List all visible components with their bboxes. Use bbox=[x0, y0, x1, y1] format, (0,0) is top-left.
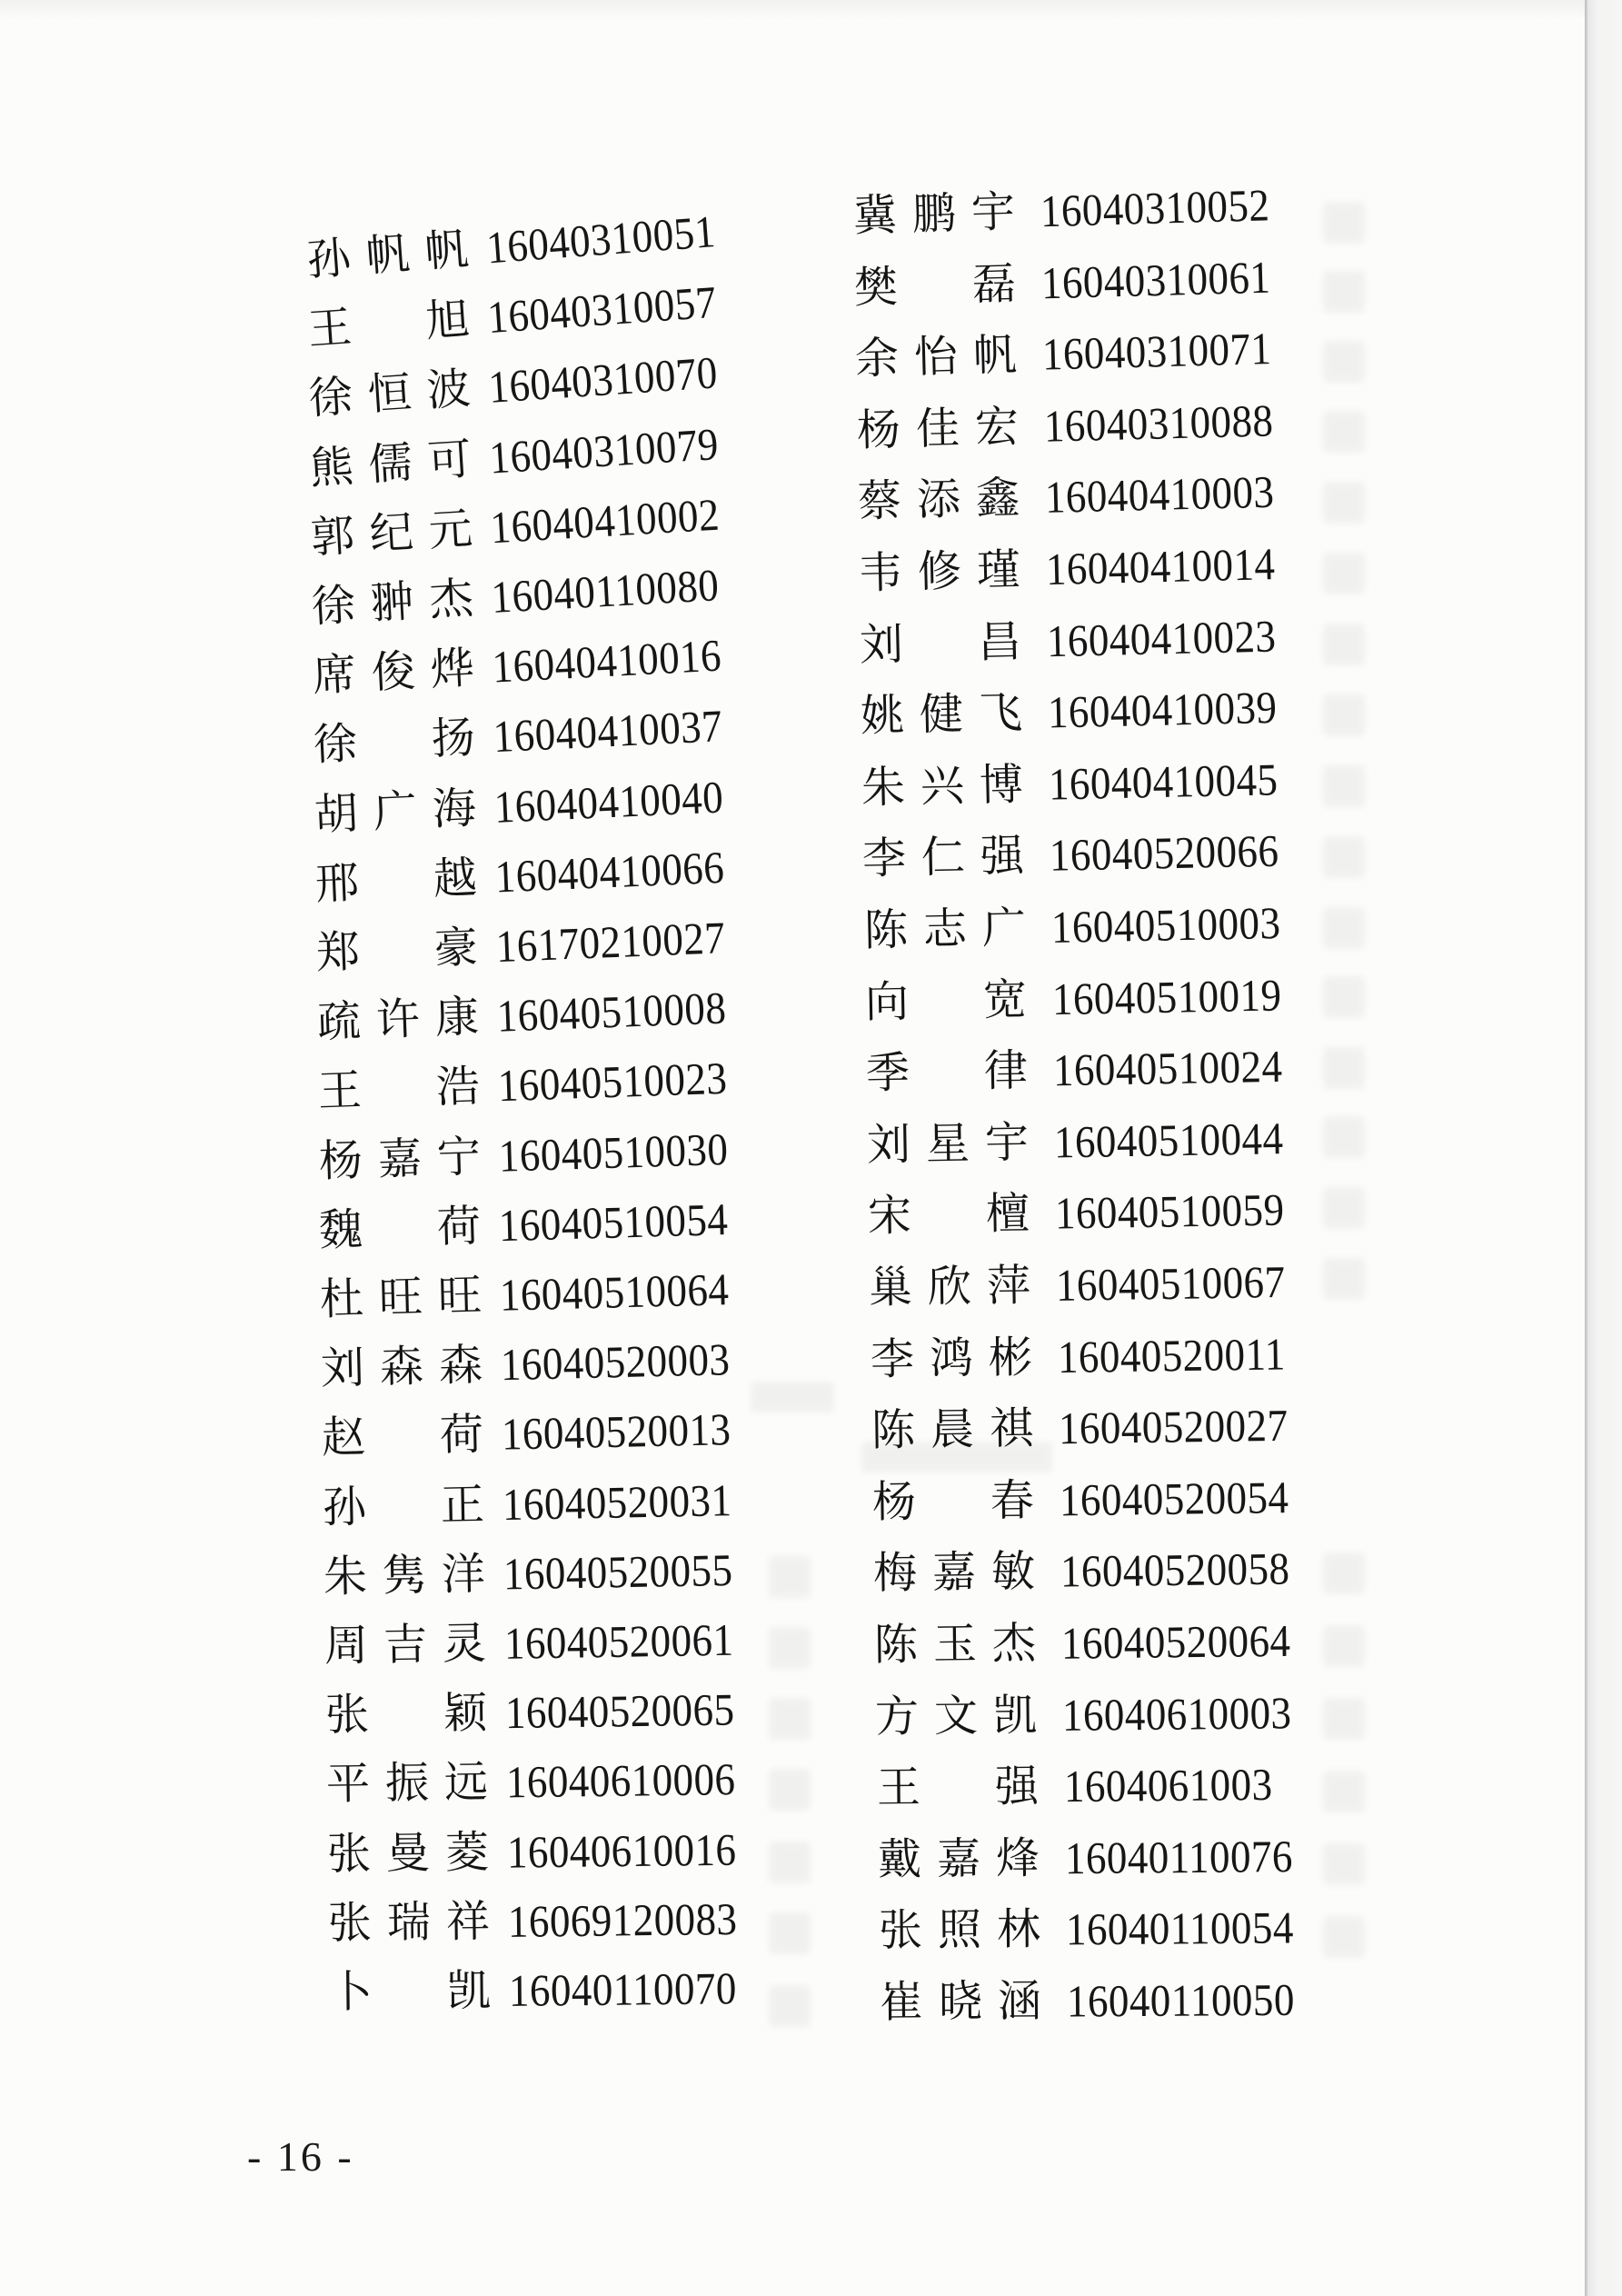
student-id: 16040410040 bbox=[493, 771, 724, 833]
student-name: 赵荷 bbox=[321, 1409, 484, 1464]
student-name: 杜旺旺 bbox=[319, 1270, 483, 1325]
student-id: 16040520011 bbox=[1057, 1327, 1286, 1383]
student-name: 张颖 bbox=[324, 1687, 488, 1742]
student-id: 16040610003 bbox=[1062, 1686, 1293, 1741]
student-name: 刘昌 bbox=[859, 615, 1022, 671]
name-list-entry bbox=[873, 1542, 1316, 1602]
student-id: 16040410016 bbox=[491, 629, 723, 693]
name-list-entry bbox=[863, 894, 1307, 957]
name-list-entry bbox=[868, 1182, 1310, 1243]
name-list-entry bbox=[870, 1326, 1310, 1387]
student-name: 杨嘉宁 bbox=[317, 1131, 482, 1187]
student-id: 16040310071 bbox=[1041, 323, 1273, 380]
name-list-entry bbox=[876, 1757, 1296, 1815]
student-name: 余怡帆 bbox=[854, 329, 1018, 385]
student-name: 向宽 bbox=[864, 973, 1028, 1028]
student-id: 16040310057 bbox=[485, 275, 719, 344]
name-list-entry bbox=[867, 1110, 1309, 1172]
student-name: 张照林 bbox=[878, 1903, 1041, 1957]
student-id: 16040410039 bbox=[1047, 682, 1279, 738]
student-id: 16040520031 bbox=[502, 1473, 733, 1530]
student-name: 胡广海 bbox=[313, 782, 477, 841]
student-id: 16040110050 bbox=[1066, 1973, 1295, 2027]
student-id: 16040510008 bbox=[495, 982, 727, 1042]
student-id: 16040520064 bbox=[1060, 1614, 1291, 1669]
student-name: 韦修瑾 bbox=[858, 544, 1021, 599]
student-id: 16040310061 bbox=[1040, 251, 1272, 309]
student-id: 16040520027 bbox=[1058, 1399, 1289, 1454]
student-id: 16040510064 bbox=[499, 1263, 731, 1321]
name-list-entry bbox=[869, 1254, 1311, 1315]
student-id: 16040610016 bbox=[506, 1823, 737, 1878]
student-id: 1604061003 bbox=[1063, 1759, 1273, 1812]
student-id: 16040610006 bbox=[505, 1753, 736, 1808]
name-list-entry bbox=[855, 320, 1299, 386]
student-name: 徐恒波 bbox=[307, 363, 473, 425]
student-id: 16040410045 bbox=[1048, 754, 1279, 810]
student-name: 朱兴博 bbox=[861, 759, 1024, 814]
student-name: 孙帆帆 bbox=[304, 224, 471, 286]
student-name: 张曼菱 bbox=[326, 1826, 490, 1880]
student-id: 16040510019 bbox=[1051, 969, 1282, 1024]
student-name: 郑豪 bbox=[314, 921, 479, 979]
student-id: 16040510067 bbox=[1055, 1255, 1287, 1311]
name-list-entry bbox=[880, 1972, 1320, 2030]
student-name: 陈玉杰 bbox=[873, 1618, 1037, 1671]
student-name: 郭纪元 bbox=[309, 503, 474, 564]
student-name: 蔡添鑫 bbox=[856, 473, 1020, 528]
student-name: 疏许康 bbox=[315, 991, 480, 1049]
student-id: 16040520061 bbox=[503, 1613, 735, 1669]
student-id: 16040410037 bbox=[492, 700, 723, 763]
name-list-entry bbox=[862, 823, 1306, 886]
student-name: 陈晨祺 bbox=[871, 1403, 1034, 1457]
student-name: 冀鹏宇 bbox=[852, 186, 1016, 242]
student-id: 16040410023 bbox=[1046, 610, 1277, 666]
student-name: 陈志广 bbox=[863, 902, 1027, 956]
student-name: 梅嘉敏 bbox=[872, 1546, 1036, 1600]
student-name: 李仁强 bbox=[861, 830, 1025, 885]
student-id: 16040510003 bbox=[1050, 897, 1281, 953]
name-list-entry bbox=[865, 1039, 1308, 1102]
student-id: 16040520055 bbox=[503, 1543, 734, 1600]
student-id: 16040520013 bbox=[501, 1403, 732, 1461]
name-list-entry bbox=[860, 679, 1303, 744]
student-name: 席俊烨 bbox=[311, 642, 476, 703]
student-name: 熊儒可 bbox=[308, 433, 473, 494]
name-list-entry bbox=[859, 607, 1302, 672]
student-id: 16040310088 bbox=[1042, 394, 1274, 452]
student-name: 杨佳宏 bbox=[855, 401, 1020, 456]
student-id: 16040510044 bbox=[1053, 1112, 1284, 1168]
name-list-entry bbox=[852, 176, 1296, 244]
student-id: 16040510059 bbox=[1054, 1183, 1286, 1240]
student-name: 魏荷 bbox=[318, 1200, 483, 1256]
student-id: 16040310079 bbox=[487, 417, 721, 484]
name-list-entry bbox=[875, 1685, 1318, 1744]
name-list-entry bbox=[874, 1613, 1317, 1672]
name-list-entry bbox=[861, 751, 1305, 814]
student-id: 16040110070 bbox=[508, 1962, 738, 2016]
name-list-entry bbox=[858, 535, 1301, 601]
student-name: 徐扬 bbox=[312, 712, 476, 772]
student-name: 王浩 bbox=[316, 1061, 481, 1118]
student-name: 巢欣萍 bbox=[868, 1260, 1031, 1313]
student-name: 方文凯 bbox=[875, 1689, 1038, 1742]
student-id: 16040520054 bbox=[1059, 1471, 1289, 1526]
student-name: 樊磊 bbox=[853, 257, 1017, 314]
student-name: 姚健飞 bbox=[860, 687, 1023, 743]
name-list-entry bbox=[864, 967, 1308, 1030]
student-name: 王强 bbox=[876, 1761, 1039, 1814]
student-id: 16069120083 bbox=[507, 1892, 738, 1947]
student-name: 平振远 bbox=[325, 1757, 489, 1811]
student-id: 16040520065 bbox=[504, 1683, 735, 1739]
student-name: 朱隽洋 bbox=[323, 1548, 486, 1602]
student-id: 16040510054 bbox=[498, 1193, 730, 1252]
name-list-entry bbox=[879, 1901, 1319, 1959]
student-name: 宋檀 bbox=[867, 1188, 1030, 1243]
student-id: 16040410014 bbox=[1045, 538, 1276, 595]
student-id: 16040410066 bbox=[493, 841, 725, 903]
student-id: 16040110080 bbox=[489, 559, 721, 623]
name-list-entry bbox=[877, 1829, 1318, 1887]
student-name: 王旭 bbox=[306, 293, 472, 356]
student-id: 16040410002 bbox=[488, 488, 721, 554]
student-id: 16040110054 bbox=[1065, 1902, 1294, 1955]
student-name: 周吉灵 bbox=[323, 1618, 487, 1672]
student-name: 卜凯 bbox=[328, 1965, 492, 2018]
student-name: 季律 bbox=[865, 1045, 1029, 1100]
student-name: 崔晓涵 bbox=[879, 1975, 1042, 2028]
student-name: 邢越 bbox=[313, 852, 478, 910]
student-id: 16040510024 bbox=[1052, 1041, 1283, 1096]
page-number: - 16 - bbox=[247, 2133, 354, 2180]
student-id: 16040520058 bbox=[1060, 1542, 1290, 1597]
student-id: 16040310051 bbox=[484, 205, 718, 274]
student-name: 戴嘉烽 bbox=[877, 1832, 1040, 1885]
student-name: 孙正 bbox=[322, 1479, 485, 1533]
student-id: 16040410003 bbox=[1043, 466, 1275, 524]
student-name: 李鸿彬 bbox=[870, 1332, 1032, 1385]
student-name: 刘森森 bbox=[320, 1339, 484, 1395]
student-id: 16040310070 bbox=[486, 346, 720, 414]
student-id: 16170210027 bbox=[494, 912, 726, 973]
name-list-entry bbox=[871, 1398, 1313, 1459]
student-id: 16040520066 bbox=[1049, 825, 1280, 882]
student-id: 16040510030 bbox=[497, 1123, 729, 1182]
student-id: 16040310052 bbox=[1040, 179, 1271, 237]
student-name: 刘星宇 bbox=[866, 1116, 1030, 1171]
student-name: 杨春 bbox=[871, 1474, 1035, 1528]
name-list-entry bbox=[857, 464, 1300, 529]
student-name: 张瑞祥 bbox=[327, 1895, 491, 1949]
student-id: 16040510023 bbox=[496, 1053, 728, 1112]
name-list-entry bbox=[856, 392, 1299, 457]
student-id: 16040520003 bbox=[500, 1333, 731, 1391]
student-name: 徐翀杰 bbox=[310, 573, 475, 633]
name-list-entry bbox=[872, 1470, 1315, 1530]
student-id: 16040110076 bbox=[1064, 1830, 1293, 1883]
name-list-entry bbox=[853, 248, 1297, 314]
